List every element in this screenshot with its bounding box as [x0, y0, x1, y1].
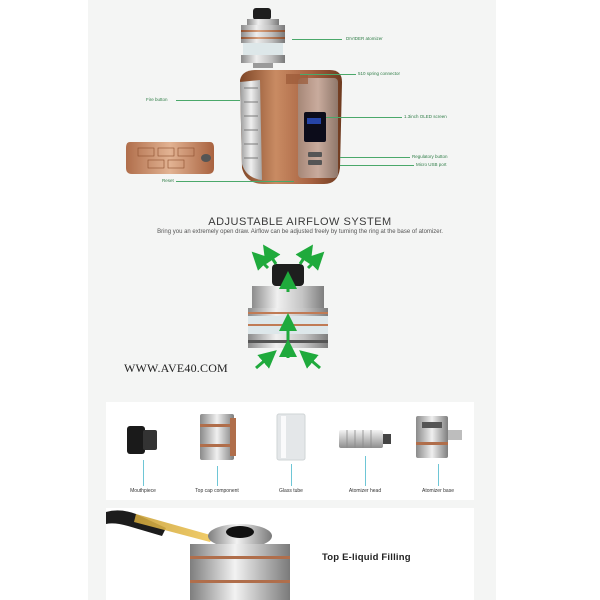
filling-title: Top E-liquid Filling [322, 552, 411, 563]
component-atomizer-head [328, 402, 402, 500]
component-atomizer-base [402, 402, 474, 500]
airflow-title: ADJUSTABLE AIRFLOW SYSTEM [208, 216, 392, 228]
component-label: Glass tube [279, 488, 303, 494]
component-label: Atomizer head [348, 488, 382, 494]
component-glass-tube [254, 402, 328, 500]
atomizer-head-icon [335, 424, 395, 454]
callout-atomizer: DIVIDER atomizer [346, 36, 383, 41]
atomizer-base-icon [410, 412, 466, 462]
callout-oled-screen: 1.3inch OLED screen [404, 114, 447, 119]
filling-image [106, 508, 306, 600]
components-panel [106, 402, 474, 500]
component-top-cap [180, 402, 254, 500]
mod-body-image [234, 68, 346, 186]
airflow-subtitle: Bring you an extremely open draw. Airflow can be adjusted freely by turning the ring at the base of atomizer. [157, 229, 443, 235]
component-label: Atomizer base [422, 488, 454, 494]
glass-tube-icon [273, 412, 309, 462]
watermark-text: WWW.AVE40.COM [124, 361, 228, 375]
callout-reset: Reset [162, 178, 174, 183]
callout-usb-port: Micro USB port [416, 162, 447, 167]
component-label: Mouthpiece [130, 488, 156, 494]
mouthpiece-icon [123, 420, 163, 460]
airflow-atomizer-image [232, 244, 344, 380]
callout-spring-connector: 510 spring connector [358, 71, 401, 76]
battery-door-image [124, 138, 216, 178]
filling-panel [106, 508, 474, 600]
callout-fire-button: Fire button [146, 97, 168, 102]
callout-regulatory-button: Regulatory button [412, 154, 448, 159]
component-label: Top cap component [195, 488, 239, 494]
atomizer-image [235, 6, 293, 70]
top-cap-icon [192, 410, 242, 464]
component-mouthpiece [106, 402, 180, 500]
